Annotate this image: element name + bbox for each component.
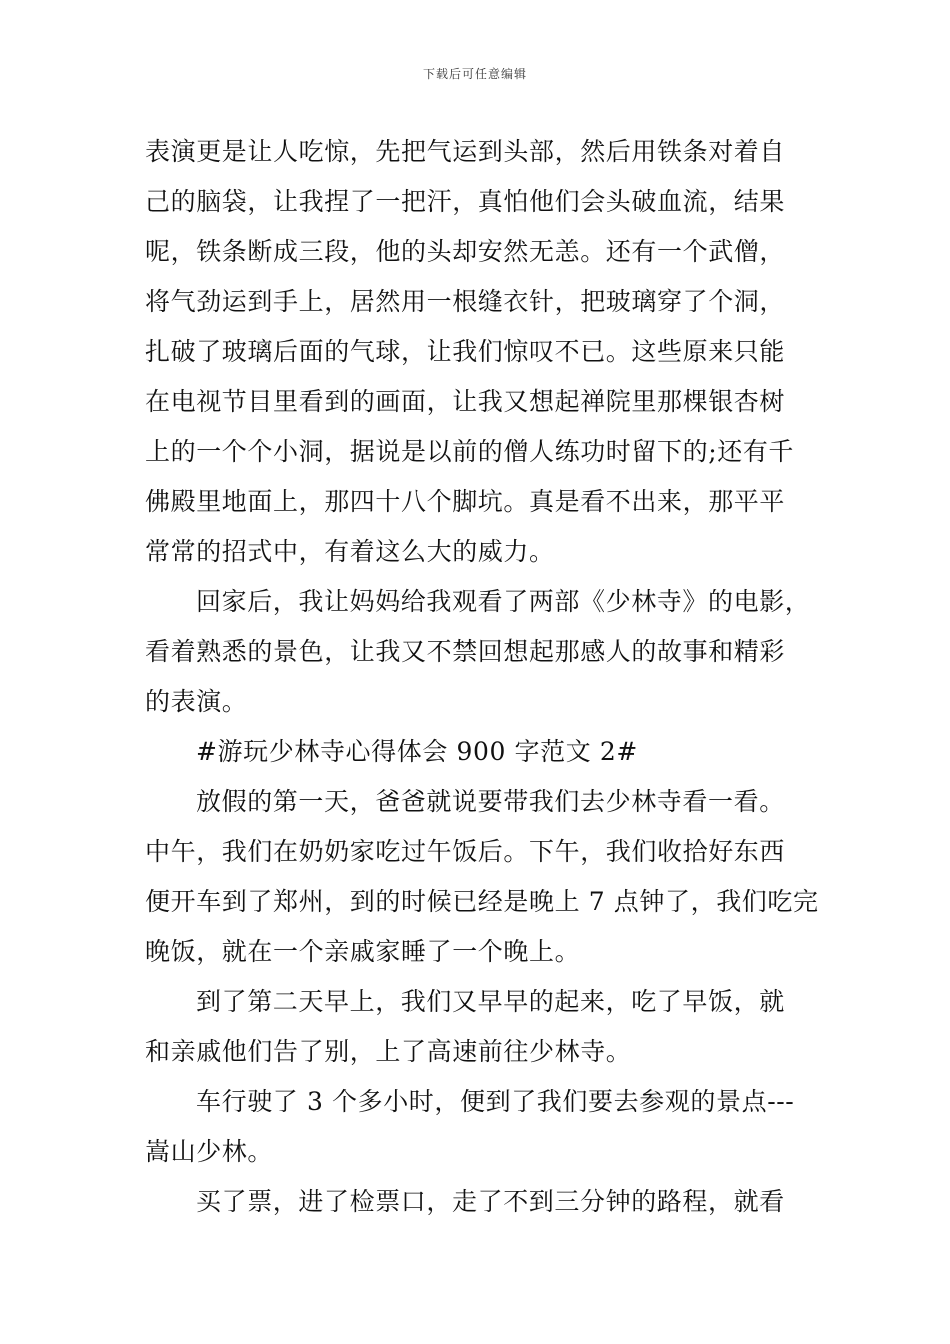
text-line: 上的一个个小洞，据说是以前的僧人练功时留下的;还有千 [145, 437, 795, 466]
text-line: 晚饭，就在一个亲戚家睡了一个晚上。 [145, 937, 581, 966]
text-line: 表演更是让人吃惊，先把气运到头部，然后用铁条对着自 [145, 137, 786, 166]
text-line: 嵩山少林。 [145, 1137, 274, 1166]
text-line: 和亲戚他们告了别，上了高速前往少林寺。 [145, 1037, 632, 1066]
paragraph-start-line: 放假的第一天，爸爸就说要带我们去少林寺看一看。 [196, 787, 785, 816]
page-header: 下载后可任意编辑 [422, 67, 527, 81]
text-line: 呢，铁条断成三段，他的头却安然无恙。还有一个武僧， [145, 237, 786, 266]
paragraph-start-line: 车行驶了 3 个多小时，便到了我们要去参观的景点--- [196, 1087, 795, 1116]
text-line: 在电视节目里看到的画面，让我又想起禅院里那棵银杏树 [145, 387, 786, 416]
text-line: 己的脑袋，让我捏了一把汗，真怕他们会头破血流，结果 [145, 187, 786, 216]
text-line: 看着熟悉的景色，让我又不禁回想起那感人的故事和精彩 [145, 637, 786, 666]
text-line: 的表演。 [145, 687, 248, 716]
paragraph-start-line: 回家后，我让妈妈给我观看了两部《少林寺》的电影， [196, 587, 811, 616]
text-line: 将气劲运到手上，居然用一根缝衣针，把玻璃穿了个洞， [145, 287, 786, 316]
text-line: 便开车到了郑州，到的时候已经是晚上 7 点钟了，我们吃完 [145, 887, 819, 916]
section-heading: #游玩少林寺心得体会 900 字范文 2# [196, 737, 638, 766]
text-line: 扎破了玻璃后面的气球，让我们惊叹不已。这些原来只能 [145, 337, 786, 366]
text-line: 佛殿里地面上，那四十八个脚坑。真是看不出来，那平平 [145, 487, 786, 516]
text-line: 中午，我们在奶奶家吃过午饭后。下午，我们收拾好东西 [145, 837, 786, 866]
paragraph-start-line: 到了第二天早上，我们又早早的起来，吃了早饭，就 [196, 987, 785, 1016]
document-body [145, 127, 819, 1227]
paragraph-start-line: 买了票，进了检票口，走了不到三分钟的路程，就看 [196, 1187, 785, 1216]
text-line: 常常的招式中，有着这么大的威力。 [145, 537, 555, 566]
